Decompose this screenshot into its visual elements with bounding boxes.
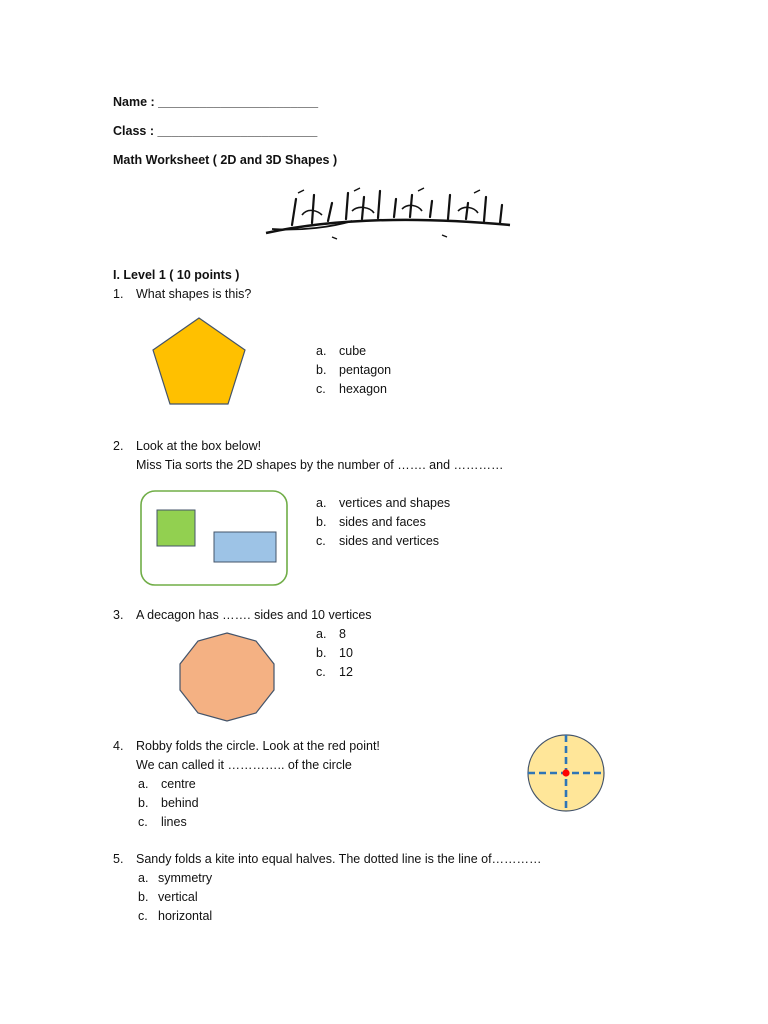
option-c[interactable]: 12 [339,665,353,679]
option-a[interactable]: cube [339,344,367,358]
option-b[interactable]: pentagon [339,363,392,377]
option-letter: c. [138,909,148,923]
option-c[interactable]: hexagon [339,382,387,396]
question-number: 1. [113,287,124,301]
question-text: Look at the box below! [136,439,262,453]
name-line: Name : _______________________ [113,95,319,109]
option-c[interactable]: lines [161,815,187,829]
question-text: A decagon has ……. sides and 10 vertices [136,608,372,622]
shapes-box [140,490,290,588]
question-number: 4. [113,739,124,753]
decagon-shape [177,631,277,723]
option-a[interactable]: centre [161,777,196,791]
option-a[interactable]: vertices and shapes [339,496,451,510]
option-letter: b. [316,646,327,660]
option-letter: c. [138,815,148,829]
option-letter: a. [138,777,149,791]
question-text: What shapes is this? [136,287,252,301]
option-letter: c. [316,534,326,548]
bismillah-calligraphy [262,185,514,241]
option-letter: b. [138,796,149,810]
option-letter: b. [316,515,327,529]
worksheet-title: Math Worksheet ( 2D and 3D Shapes ) [113,153,338,167]
question-text: Miss Tia sorts the 2D shapes by the number of ……. and ………… [136,458,504,472]
option-c[interactable]: sides and vertices [339,534,440,548]
option-c[interactable]: horizontal [158,909,213,923]
section-label: I. Level 1 ( 10 points ) [113,268,240,282]
pentagon-shape [150,316,248,406]
class-line: Class : _______________________ [113,124,318,138]
option-a[interactable]: 8 [339,627,346,641]
option-letter: a. [316,496,327,510]
question-text: We can called it ………….. of the circle [136,758,352,772]
option-b[interactable]: behind [161,796,199,810]
question-text: Sandy folds a kite into equal halves. The dotted line is the line of………… [136,852,542,866]
option-b[interactable]: 10 [339,646,353,660]
center-point [562,769,569,776]
question-number: 3. [113,608,124,622]
square-shape [157,510,195,546]
option-letter: b. [138,890,149,904]
option-b[interactable]: sides and faces [339,515,426,529]
option-a[interactable]: symmetry [158,871,213,885]
question-number: 2. [113,439,124,453]
folded-circle [526,732,606,814]
option-letter: a. [316,627,327,641]
option-b[interactable]: vertical [158,890,198,904]
question-number: 5. [113,852,124,866]
option-letter: c. [316,382,326,396]
option-letter: b. [316,363,327,377]
question-text: Robby folds the circle. Look at the red point! [136,739,380,753]
option-letter: c. [316,665,326,679]
option-letter: a. [138,871,149,885]
rectangle-shape [214,532,276,562]
option-letter: a. [316,344,327,358]
